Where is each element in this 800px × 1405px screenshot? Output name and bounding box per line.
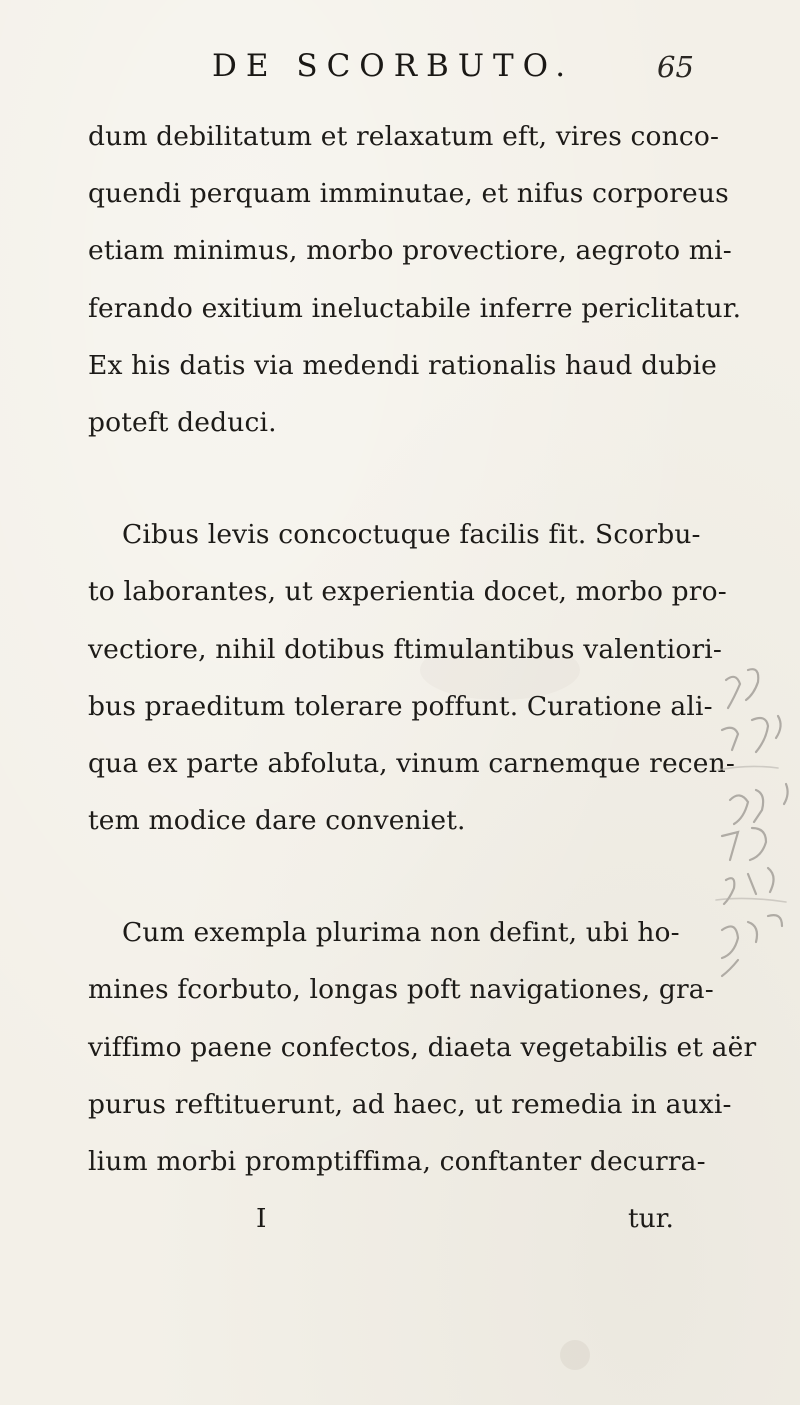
paragraph-gap [88,849,728,904]
text-line: Ex his datis via medendi rationalis haud dubie [88,349,718,381]
paragraph [88,904,757,1190]
text-line: to laborantes, ut experientia docet, morbo pro- [88,576,727,608]
signature-mark: I [256,1203,267,1235]
page-header [0,48,800,98]
running-title: DE SCORBUTO. [212,48,575,84]
text-line: Cibus levis concoctuque facilis fit. Scorbu- [122,519,701,551]
paragraph-gap [88,451,728,506]
text-line: dum debilitatum et relaxatum eft, vires conco- [88,121,720,152]
text-line: tem modice dare conveniet. [88,805,466,837]
paragraph [88,108,742,451]
text-line: ferando exitium ineluctabile inferre periclitatur. [88,292,742,324]
paragraph [88,506,735,849]
paper-stain [560,1340,590,1370]
page-footer [88,1190,728,1247]
text-line: vectiore, nihil dotibus ftimulantibus valentiori- [88,633,723,665]
text-line: etiam minimus, morbo provectiore, aegroto mi- [88,235,732,267]
text-line: quendi perquam imminutae, et nifus corporeus [88,178,729,210]
page-number: 65 [657,50,694,84]
text-line: purus reftituerunt, ad haec, ut remedia in auxi- [88,1088,732,1120]
text-line: Cum exempla plurima non defint, ubi ho- [122,917,680,949]
text-line: viffimo paene confectos, diaeta vegetabilis et aër [88,1031,757,1063]
text-line: poteft deduci. [88,406,277,438]
text-line: mines fcorbuto, longas poft navigationes, gra- [88,974,714,1006]
text-line: lium morbi promptiffima, conftanter decurra- [88,1146,706,1177]
catchword: tur. [628,1203,674,1235]
text-line: bus praeditum tolerare poffunt. Curatione ali- [88,690,713,722]
body-text [88,108,757,1247]
text-line: qua ex parte abfoluta, vinum carnemque recen- [88,747,735,779]
